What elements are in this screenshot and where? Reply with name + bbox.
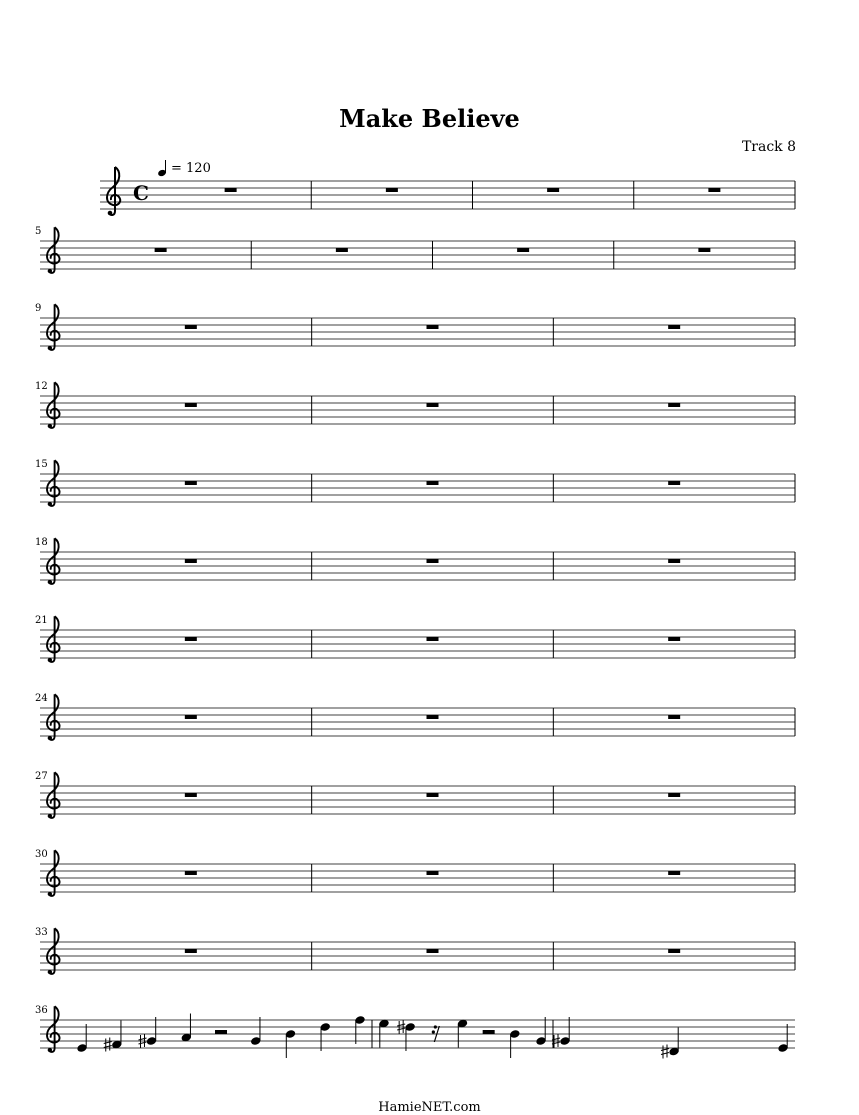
- clef-stroke: [47, 382, 60, 428]
- clef-stroke: [47, 460, 60, 506]
- clef-dot: [48, 424, 52, 428]
- whole-rest: [668, 793, 680, 797]
- whole-rest: [668, 715, 680, 719]
- treble-clef-icon: [47, 772, 60, 818]
- measure-number: 12: [35, 381, 48, 392]
- whole-rest: [185, 949, 197, 953]
- note: [320, 1022, 331, 1051]
- treble-clef-icon: [47, 460, 60, 506]
- note: [285, 1029, 296, 1058]
- whole-rest: [668, 403, 680, 407]
- rest-flag: [434, 1025, 437, 1028]
- whole-rest: [668, 949, 680, 953]
- tempo-value: = 120: [171, 161, 211, 176]
- clef-stroke: [47, 304, 60, 350]
- note: [661, 1028, 680, 1059]
- note: [535, 1017, 546, 1046]
- note: [378, 1018, 389, 1047]
- whole-rest: [185, 481, 197, 485]
- clef-stroke: [47, 928, 60, 974]
- treble-clef-icon: [47, 616, 60, 662]
- whole-rest: [668, 637, 680, 641]
- measure-number: 30: [35, 849, 48, 860]
- whole-rest: [185, 871, 197, 875]
- note: [76, 1024, 87, 1053]
- clef-dot: [48, 736, 52, 740]
- whole-rest: [185, 403, 197, 407]
- measure-number: 5: [35, 226, 42, 237]
- measure-number: 9: [35, 303, 42, 314]
- measure-number: 18: [35, 537, 48, 548]
- treble-clef-icon: [47, 1006, 60, 1052]
- sharp-accidental: [661, 1045, 669, 1059]
- measure-number: 24: [35, 693, 48, 704]
- whole-rest: [668, 481, 680, 485]
- whole-rest: [427, 325, 439, 329]
- treble-clef-icon: [47, 850, 60, 896]
- clef-dot: [48, 814, 52, 818]
- whole-rest: [668, 871, 680, 875]
- note: [552, 1017, 571, 1048]
- whole-rest: [386, 188, 398, 192]
- track-label: Track 8: [741, 139, 796, 155]
- clef-stroke: [47, 772, 60, 818]
- clef-stroke: [47, 227, 60, 273]
- measure-number: 15: [35, 459, 48, 470]
- treble-clef-icon: [47, 382, 60, 428]
- measure-number: 21: [35, 615, 48, 626]
- clef-dot: [48, 658, 52, 662]
- note: [509, 1029, 520, 1058]
- whole-rest: [427, 637, 439, 641]
- clef-dot: [48, 970, 52, 974]
- clef-dot: [48, 502, 52, 506]
- whole-rest: [427, 949, 439, 953]
- half-rest: [215, 1030, 227, 1034]
- clef-dot: [48, 346, 52, 350]
- note: [104, 1021, 123, 1052]
- treble-clef-icon: [47, 304, 60, 350]
- whole-rest: [155, 248, 167, 252]
- clef-stroke: [47, 694, 60, 740]
- whole-rest: [185, 637, 197, 641]
- half-rest: [483, 1030, 495, 1034]
- note: [397, 1020, 416, 1051]
- clef-dot: [48, 892, 52, 896]
- whole-rest: [427, 793, 439, 797]
- treble-clef-icon: [47, 694, 60, 740]
- clef-dot: [48, 269, 52, 273]
- whole-rest: [668, 559, 680, 563]
- whole-rest: [668, 325, 680, 329]
- whole-rest: [427, 871, 439, 875]
- clef-stroke: [107, 167, 120, 215]
- whole-rest: [185, 559, 197, 563]
- sharp-accidental: [104, 1038, 112, 1052]
- whole-rest: [708, 188, 720, 192]
- whole-rest: [698, 248, 710, 252]
- whole-rest: [427, 715, 439, 719]
- clef-dot: [48, 580, 52, 584]
- whole-rest: [336, 248, 348, 252]
- clef-stroke: [47, 616, 60, 662]
- whole-rest: [225, 188, 237, 192]
- note: [139, 1017, 158, 1048]
- whole-rest: [185, 325, 197, 329]
- footer-credit: HamieNET.com: [378, 1100, 481, 1115]
- song-title: Make Believe: [339, 104, 520, 133]
- whole-rest: [185, 793, 197, 797]
- note: [354, 1015, 365, 1044]
- rest-flag: [432, 1030, 435, 1033]
- treble-clef-icon: [47, 538, 60, 584]
- clef-stroke: [47, 850, 60, 896]
- note: [250, 1017, 261, 1046]
- clef-dot: [108, 211, 113, 216]
- whole-rest: [185, 715, 197, 719]
- note: [457, 1018, 468, 1047]
- treble-clef-icon: [47, 227, 60, 273]
- measure-number: 33: [35, 927, 48, 938]
- whole-rest: [427, 481, 439, 485]
- whole-rest: [427, 403, 439, 407]
- measure-number: 36: [35, 1005, 48, 1016]
- clef-stroke: [47, 1006, 60, 1052]
- clef-dot: [48, 1048, 52, 1052]
- whole-rest: [517, 248, 529, 252]
- note: [181, 1014, 192, 1043]
- whole-rest: [427, 559, 439, 563]
- note: [777, 1024, 788, 1053]
- whole-rest: [547, 188, 559, 192]
- time-signature: C: [133, 181, 149, 205]
- clef-stroke: [47, 538, 60, 584]
- treble-clef-icon: [47, 928, 60, 974]
- measure-number: 27: [35, 771, 48, 782]
- treble-clef-icon: [107, 167, 120, 215]
